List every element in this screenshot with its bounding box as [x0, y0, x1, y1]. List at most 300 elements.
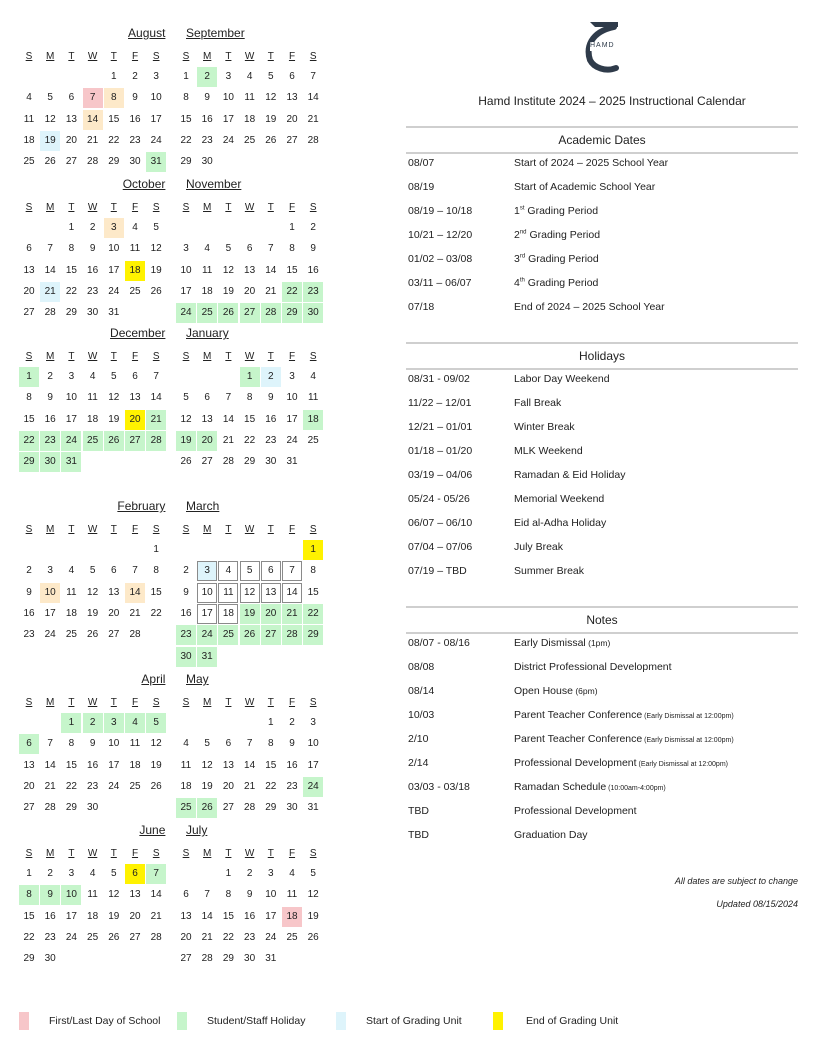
weekday-label: T [267, 351, 274, 362]
day-cell-november-16: 16 [307, 264, 319, 276]
weekday-label: T [68, 202, 75, 213]
weekday-label: F [288, 524, 296, 535]
day-cell-january-16: 16 [265, 413, 277, 425]
day-cell-march-22: 22 [303, 604, 323, 624]
holiday-text: Ramadan & Eid Holiday [514, 469, 626, 481]
day-cell-september-5: 5 [268, 71, 274, 82]
note-text: Professional Development (Early Dismissal at 12:00pm) [514, 757, 728, 769]
notes-heading: Notes [406, 606, 798, 634]
note-text: Professional Development [514, 805, 637, 817]
day-cell-february-18: 18 [65, 607, 77, 619]
day-cell-february-16: 16 [23, 607, 35, 619]
note-text: Parent Teacher Conference (Early Dismissal at 12:00pm) [514, 733, 734, 745]
day-cell-june-9: 9 [40, 885, 60, 905]
day-cell-june-7: 7 [146, 864, 166, 884]
holiday-text: MLK Weekend [514, 445, 583, 457]
day-cell-october-24: 24 [108, 285, 120, 297]
holiday-text: Labor Day Weekend [514, 373, 610, 385]
weekday-label: T [110, 51, 117, 62]
weekday-label: F [131, 51, 139, 62]
day-cell-february-5: 5 [89, 565, 96, 577]
day-cell-february-26: 26 [87, 629, 99, 641]
day-cell-july-5: 5 [310, 868, 316, 879]
day-cell-may-31: 31 [307, 802, 319, 814]
weekday-label: M [203, 848, 212, 859]
day-cell-july-14: 14 [201, 910, 213, 922]
note-note: (10:00am-4:00pm) [606, 785, 666, 792]
day-cell-november-28: 28 [261, 303, 281, 323]
day-cell-december-22: 22 [19, 431, 39, 451]
day-cell-august-4: 4 [26, 92, 32, 104]
day-cell-august-23: 23 [129, 134, 141, 146]
day-cell-december-19: 19 [108, 413, 120, 425]
day-cell-july-27: 27 [180, 953, 192, 965]
day-cell-july-4: 4 [289, 868, 295, 879]
note-date: TBD [408, 805, 429, 817]
day-cell-august-31: 31 [146, 152, 166, 172]
day-cell-october-2: 2 [89, 222, 96, 233]
day-cell-april-24: 24 [108, 780, 120, 792]
day-cell-january-17: 17 [286, 413, 298, 425]
weekday-label: W [87, 51, 98, 62]
day-cell-july-16: 16 [244, 910, 256, 922]
day-cell-november-8: 8 [289, 243, 295, 255]
day-cell-april-15: 15 [65, 759, 77, 771]
weekday-label: F [131, 697, 139, 708]
day-cell-april-1: 1 [61, 713, 81, 733]
day-cell-february-13: 13 [108, 586, 120, 598]
day-cell-september-9: 9 [204, 92, 210, 104]
day-cell-may-18: 18 [180, 780, 192, 792]
weekday-label: S [25, 51, 33, 62]
day-cell-april-5: 5 [146, 713, 166, 733]
month-title-march: March [186, 499, 220, 513]
day-cell-june-8: 8 [19, 885, 39, 905]
holiday-date: 06/07 – 06/10 [408, 517, 473, 529]
day-cell-february-7: 7 [132, 565, 138, 577]
day-cell-february-22: 22 [150, 607, 162, 619]
weekday-label: M [203, 697, 212, 708]
weekday-label: W [87, 848, 98, 859]
day-cell-august-16: 16 [129, 113, 141, 125]
weekday-label: S [309, 697, 317, 708]
day-cell-may-11: 11 [180, 759, 192, 771]
day-cell-may-10: 10 [307, 738, 319, 750]
day-cell-october-25: 25 [129, 285, 141, 297]
month-title-january: January [186, 326, 229, 340]
day-cell-june-1: 1 [26, 868, 32, 879]
day-cell-march-20: 20 [261, 604, 281, 624]
note-row [408, 631, 800, 655]
day-cell-june-16: 16 [44, 910, 56, 922]
day-cell-august-21: 21 [87, 134, 99, 146]
day-cell-may-5: 5 [204, 738, 210, 750]
day-cell-april-18: 18 [129, 759, 141, 771]
note-note: (Early Dismissal at 12:00pm) [636, 761, 728, 768]
day-cell-september-20: 20 [286, 113, 298, 125]
day-cell-january-5: 5 [183, 392, 189, 404]
day-cell-april-23: 23 [87, 780, 99, 792]
weekday-label: M [46, 697, 55, 708]
day-cell-september-19: 19 [265, 113, 277, 125]
day-cell-july-8: 8 [225, 889, 232, 901]
academic-date: 08/19 [408, 181, 435, 193]
day-cell-may-3: 3 [310, 717, 316, 728]
day-cell-october-6: 6 [26, 243, 32, 255]
holiday-row [408, 415, 800, 439]
day-cell-january-6: 6 [204, 392, 210, 404]
day-cell-september-18: 18 [244, 113, 256, 125]
day-cell-november-30: 30 [303, 303, 323, 323]
day-cell-august-9: 9 [132, 92, 138, 104]
day-cell-october-31: 31 [108, 307, 120, 319]
note-date: 08/14 [408, 685, 435, 697]
day-cell-february-28: 28 [129, 629, 141, 641]
day-cell-october-19: 19 [150, 264, 162, 276]
day-cell-march-15: 15 [307, 586, 319, 598]
day-cell-december-5: 5 [111, 371, 117, 382]
weekday-label: F [288, 351, 296, 362]
day-cell-february-11: 11 [66, 586, 77, 598]
day-cell-november-24: 24 [176, 303, 196, 323]
day-cell-october-12: 12 [150, 243, 162, 255]
day-cell-november-29: 29 [282, 303, 302, 323]
day-cell-july-17: 17 [265, 910, 277, 922]
day-cell-september-12: 12 [265, 92, 277, 104]
day-cell-september-17: 17 [222, 113, 234, 125]
academic-text: End of 2024 – 2025 School Year [514, 301, 665, 313]
holiday-row [408, 487, 800, 511]
note-date: 08/08 [408, 661, 435, 673]
disclaimer: All dates are subject to change [674, 876, 798, 886]
academic-text: Start of Academic School Year [514, 181, 656, 193]
weekday-label: T [267, 848, 274, 859]
day-cell-january-9: 9 [268, 392, 274, 404]
day-cell-february-9: 9 [26, 586, 32, 598]
day-cell-february-1: 1 [153, 544, 159, 555]
day-cell-march-10: 10 [197, 583, 217, 603]
weekday-label: T [267, 51, 274, 62]
holiday-date: 12/21 – 01/01 [408, 421, 473, 433]
day-cell-april-20: 20 [23, 780, 35, 792]
day-cell-october-17: 17 [108, 264, 120, 276]
day-cell-january-11: 11 [307, 392, 319, 404]
day-cell-august-11: 11 [23, 113, 35, 125]
note-text: Open House (6pm) [514, 685, 598, 697]
holiday-date: 08/31 - 09/02 [408, 373, 470, 385]
day-cell-june-14: 14 [150, 889, 162, 901]
day-cell-january-3: 3 [289, 371, 295, 382]
holiday-text: Memorial Weekend [514, 493, 605, 505]
note-text: District Professional Development [514, 661, 672, 673]
day-cell-february-17: 17 [44, 607, 56, 619]
day-cell-march-24: 24 [197, 625, 217, 645]
holiday-date: 07/04 – 07/06 [408, 541, 473, 553]
day-cell-december-17: 17 [65, 413, 77, 425]
day-cell-december-11: 11 [87, 392, 98, 404]
day-cell-january-20: 20 [197, 431, 217, 451]
day-cell-august-22: 22 [108, 134, 120, 146]
weekday-label: W [87, 524, 98, 535]
day-cell-march-1: 1 [303, 540, 323, 560]
day-cell-april-26: 26 [150, 780, 162, 792]
day-cell-august-14: 14 [83, 110, 103, 130]
holiday-row [408, 391, 800, 415]
weekday-label: M [46, 202, 55, 213]
day-cell-august-2: 2 [132, 71, 138, 82]
note-row [408, 775, 800, 799]
day-cell-november-23: 23 [303, 282, 323, 302]
day-cell-july-2: 2 [246, 868, 253, 879]
day-cell-december-30: 30 [40, 452, 60, 472]
weekday-label: W [87, 697, 98, 708]
day-cell-may-12: 12 [201, 759, 213, 771]
note-row [408, 751, 800, 775]
day-cell-may-28: 28 [244, 802, 256, 814]
day-cell-april-16: 16 [87, 759, 99, 771]
day-cell-june-15: 15 [23, 910, 35, 922]
day-cell-october-28: 28 [44, 307, 56, 319]
day-cell-june-20: 20 [129, 910, 141, 922]
weekday-label: T [225, 351, 232, 362]
day-cell-january-8: 8 [246, 392, 253, 404]
day-cell-february-24: 24 [44, 629, 56, 641]
weekday-label: S [25, 524, 33, 535]
day-cell-april-3: 3 [104, 713, 124, 733]
holiday-date: 05/24 - 05/26 [408, 493, 470, 505]
academic-date: 08/07 [408, 157, 435, 169]
day-cell-january-12: 12 [180, 413, 192, 425]
day-cell-january-13: 13 [201, 413, 213, 425]
day-cell-april-13: 13 [23, 759, 35, 771]
weekday-label: T [68, 51, 75, 62]
day-cell-october-9: 9 [89, 243, 96, 255]
ordinal-suffix: rd [519, 253, 526, 260]
day-cell-june-10: 10 [61, 885, 81, 905]
day-cell-june-6: 6 [125, 864, 145, 884]
weekday-label: S [182, 848, 190, 859]
weekday-label: T [110, 848, 117, 859]
weekday-label: T [225, 202, 232, 213]
day-cell-february-27: 27 [108, 629, 120, 641]
day-cell-march-14: 14 [282, 583, 302, 603]
day-cell-november-25: 25 [197, 303, 217, 323]
day-cell-may-29: 29 [265, 802, 277, 814]
day-cell-november-4: 4 [204, 243, 210, 255]
weekday-label: M [203, 524, 212, 535]
day-cell-may-1: 1 [268, 717, 274, 728]
holiday-row [408, 439, 800, 463]
day-cell-september-26: 26 [265, 134, 277, 146]
day-cell-june-5: 5 [111, 868, 117, 879]
day-cell-may-8: 8 [268, 738, 274, 750]
day-cell-may-9: 9 [289, 738, 295, 750]
day-cell-november-22: 22 [282, 282, 302, 302]
legend-label: End of Grading Unit [526, 1015, 619, 1027]
weekday-label: F [131, 848, 139, 859]
note-text: Parent Teacher Conference (Early Dismissal at 12:00pm) [514, 709, 734, 721]
day-cell-march-16: 16 [180, 607, 192, 619]
day-cell-may-4: 4 [183, 738, 189, 750]
day-cell-july-10: 10 [265, 889, 277, 901]
day-cell-june-2: 2 [47, 868, 53, 879]
weekday-label: F [288, 697, 296, 708]
day-cell-december-13: 13 [129, 392, 141, 404]
day-cell-march-9: 9 [183, 586, 189, 598]
day-cell-may-24: 24 [303, 777, 323, 797]
day-cell-november-6: 6 [246, 243, 253, 255]
day-cell-november-3: 3 [183, 243, 189, 255]
day-cell-november-13: 13 [244, 264, 256, 276]
day-cell-october-10: 10 [108, 243, 120, 255]
day-cell-june-30: 30 [44, 953, 56, 965]
day-cell-october-23: 23 [87, 285, 99, 297]
day-cell-june-11: 11 [87, 889, 98, 901]
holiday-row [408, 367, 800, 391]
day-cell-october-3: 3 [104, 218, 124, 238]
day-cell-february-21: 21 [129, 607, 141, 619]
academic-row [408, 199, 800, 223]
day-cell-july-29: 29 [222, 953, 234, 965]
academic-date: 03/11 – 06/07 [408, 277, 472, 289]
academic-date: 08/19 – 10/18 [408, 205, 473, 217]
day-cell-may-27: 27 [222, 802, 234, 814]
day-cell-january-29: 29 [244, 456, 256, 468]
weekday-label: W [244, 524, 255, 535]
day-cell-august-17: 17 [150, 113, 162, 125]
day-cell-september-23: 23 [201, 134, 213, 146]
day-cell-october-26: 26 [150, 285, 162, 297]
day-cell-march-11: 11 [218, 583, 238, 603]
legend-swatch-green [177, 1012, 187, 1030]
day-cell-july-22: 22 [222, 931, 234, 943]
weekday-label: S [182, 202, 190, 213]
legend-swatch-yellow [493, 1012, 503, 1030]
holiday-row [408, 535, 800, 559]
month-title-february: February [117, 499, 166, 513]
weekday-label: M [46, 848, 55, 859]
day-cell-july-7: 7 [204, 889, 210, 901]
day-cell-october-27: 27 [23, 307, 35, 319]
academic-row [408, 223, 800, 247]
day-cell-april-9: 9 [89, 738, 96, 750]
day-cell-november-7: 7 [268, 243, 274, 255]
weekday-label: M [46, 351, 55, 362]
weekday-label: W [244, 697, 255, 708]
day-cell-may-25: 25 [176, 798, 196, 818]
weekday-label: S [152, 351, 160, 362]
holidays-heading: Holidays [406, 342, 798, 370]
day-cell-april-2: 2 [83, 713, 103, 733]
note-text: Early Dismissal (1pm) [514, 637, 611, 649]
day-cell-june-21: 21 [150, 910, 162, 922]
day-cell-september-3: 3 [225, 71, 232, 82]
day-cell-january-23: 23 [265, 434, 277, 446]
weekday-label: W [244, 51, 255, 62]
day-cell-december-18: 18 [87, 413, 99, 425]
weekday-label: W [87, 351, 98, 362]
day-cell-april-10: 10 [108, 738, 120, 750]
note-date: TBD [408, 829, 429, 841]
weekday-label: S [309, 524, 317, 535]
day-cell-march-8: 8 [310, 565, 316, 577]
month-title-august: August [128, 26, 166, 40]
day-cell-january-2: 2 [261, 367, 281, 387]
day-cell-march-23: 23 [176, 625, 196, 645]
weekday-label: T [110, 524, 117, 535]
day-cell-february-6: 6 [111, 565, 117, 577]
day-cell-august-27: 27 [65, 156, 77, 168]
weekday-label: S [152, 202, 160, 213]
day-cell-june-3: 3 [68, 868, 75, 879]
note-note: (6pm) [572, 686, 598, 696]
day-cell-november-15: 15 [286, 264, 298, 276]
weekday-label: W [244, 848, 255, 859]
day-cell-march-29: 29 [303, 625, 323, 645]
day-cell-august-29: 29 [108, 156, 120, 168]
weekday-label: T [267, 524, 274, 535]
day-cell-march-13: 13 [261, 583, 281, 603]
day-cell-september-10: 10 [222, 92, 234, 104]
day-cell-april-29: 29 [65, 802, 77, 814]
day-cell-march-4: 4 [218, 561, 238, 581]
note-text: Graduation Day [514, 829, 588, 841]
day-cell-february-8: 8 [153, 565, 159, 577]
day-cell-june-4: 4 [89, 868, 96, 879]
academic-row [408, 295, 800, 319]
day-cell-september-2: 2 [197, 67, 217, 87]
day-cell-july-21: 21 [201, 931, 213, 943]
day-cell-may-21: 21 [244, 780, 256, 792]
academic-row [408, 151, 800, 175]
weekday-label: T [225, 524, 232, 535]
day-cell-october-15: 15 [65, 264, 77, 276]
day-cell-september-22: 22 [180, 134, 192, 146]
weekday-label: M [46, 524, 55, 535]
weekday-label: F [131, 351, 139, 362]
day-cell-may-17: 17 [307, 759, 319, 771]
day-cell-july-30: 30 [244, 953, 256, 965]
day-cell-february-10: 10 [40, 583, 60, 603]
day-cell-december-10: 10 [65, 392, 77, 404]
day-cell-january-18: 18 [303, 410, 323, 430]
ordinal-suffix: th [519, 277, 525, 284]
month-title-october: October [122, 177, 166, 191]
day-cell-october-11: 11 [129, 243, 141, 255]
day-cell-august-15: 15 [108, 113, 120, 125]
day-cell-november-5: 5 [225, 243, 232, 255]
ordinal-suffix: nd [519, 229, 527, 236]
day-cell-september-24: 24 [222, 134, 234, 146]
day-cell-november-11: 11 [201, 264, 213, 276]
day-cell-march-7: 7 [282, 561, 302, 581]
day-cell-may-30: 30 [286, 802, 298, 814]
day-cell-october-20: 20 [23, 285, 35, 297]
weekday-label: W [244, 351, 255, 362]
day-cell-september-25: 25 [244, 134, 256, 146]
day-cell-december-21: 21 [146, 410, 166, 430]
day-cell-april-8: 8 [68, 738, 75, 750]
day-cell-august-20: 20 [65, 134, 77, 146]
legend-label: Student/Staff Holiday [207, 1015, 306, 1027]
day-cell-october-29: 29 [65, 307, 77, 319]
day-cell-november-2: 2 [310, 222, 316, 233]
day-cell-september-7: 7 [310, 71, 316, 82]
day-cell-august-18: 18 [23, 134, 35, 146]
day-cell-june-28: 28 [150, 931, 162, 943]
note-date: 08/07 - 08/16 [408, 637, 470, 649]
day-cell-january-1: 1 [240, 367, 260, 387]
